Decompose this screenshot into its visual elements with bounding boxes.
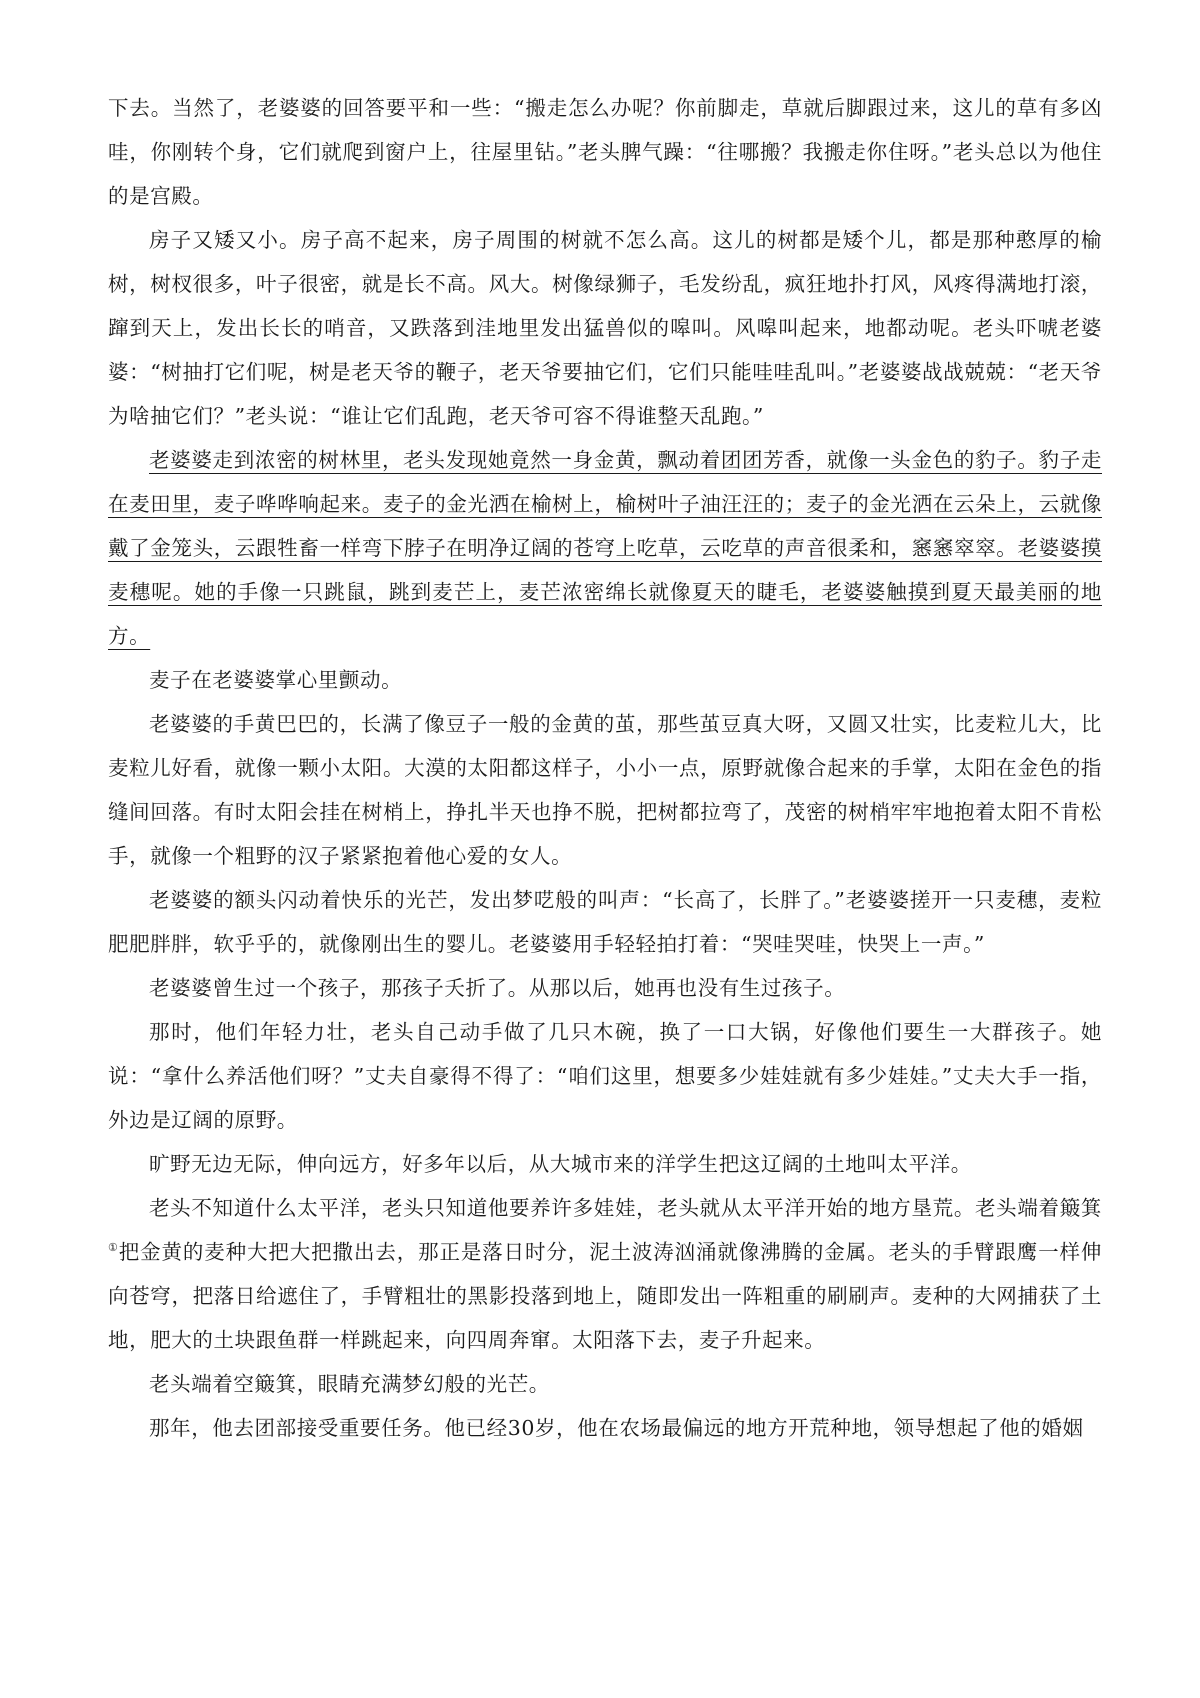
- paragraph-6: 老婆婆的额头闪动着快乐的光芒，发出梦呓般的叫声：“长高了，长胖了。”老婆婆搓开一只麦穗，麦粒肥肥胖胖，软乎乎的，就像刚出生的婴儿。老婆婆用手轻轻拍打着：“哭哇哭哇，快哭上一声。”: [108, 888, 1102, 956]
- paragraph-1: 下去。当然了，老婆婆的回答要平和一些：“搬走怎么办呢？你前脚走，草就后脚跟过来，这儿的草有多凶哇，你刚转个身，它们就爬到窗户上，往屋里钻。”老头脾气躁：“往哪搬？我搬走你住呀。”老头总以为他住的是宫殿。: [108, 96, 1102, 208]
- paragraph-5: 老婆婆的手黄巴巴的，长满了像豆子一般的金黄的茧，那些茧豆真大呀，又圆又壮实，比麦粒儿大，比麦粒儿好看，就像一颗小太阳。大漠的太阳都这样子，小小一点，原野就像合起来的手掌，太阳在金色的指缝间回落。有时太阳会挂在树梢上，挣扎半天也挣不脱，把树都拉弯了，茂密的树梢牢牢地抱着太阳不肯松手，就像一个粗野的汉子紧紧抱着他心爱的女人。: [108, 712, 1102, 868]
- paragraph-10: [108, 1186, 1102, 1362]
- paragraph-12: 那年，他去团部接受重要任务。他已经30岁，他在农场最偏远的地方开荒种地，领导想起了他的婚姻: [149, 1416, 1084, 1440]
- paragraph-2: 房子又矮又小。房子高不起来，房子周围的树就不怎么高。这儿的树都是矮个儿，都是那种憨厚的榆树，树杈很多，叶子很密，就是长不高。风大。树像绿狮子，毛发纷乱，疯狂地扑打风，风疼得满地打滚，蹿到天上，发出长长的哨音，又跌落到洼地里发出猛兽似的嗥叫。风嗥叫起来，地都动呢。老头吓唬老婆婆：“树抽打它们呢，树是老天爷的鞭子，老天爷要抽它们，它们只能哇哇乱叫。”老婆婆战战兢兢：“老天爷为啥抽它们？”老头说：“谁让它们乱跑，老天爷可容不得谁整天乱跑。”: [108, 228, 1102, 428]
- underlined-text: 老婆婆走到浓密的树林里，老头发现她竟然一身金黄，飘动着团团芳香，就像一头金色的豹子。豹子走在麦田里，麦子哗哗响起来。麦子的金光洒在榆树上，榆树叶子油汪汪的；麦子的金光洒在云朵上，云就像戴了金笼头，云跟牲畜一样弯下脖子在明净辽阔的苍穹上吃草，云吃草的声音很柔和，窸窸窣窣。老婆婆摸麦穗呢。她的手像一只跳鼠，跳到麦芒上，麦芒浓密绵长就像夏天的睫毛，老婆婆触摸到夏天最美丽的地方。: [108, 448, 1102, 648]
- paragraph-9: 旷野无边无际，伸向远方，好多年以后，从大城市来的洋学生把这辽阔的土地叫太平洋。: [149, 1152, 972, 1176]
- footnote-marker: ①: [108, 1241, 119, 1255]
- paragraph-10-text-before: 老头不知道什么太平洋，老头只知道他要养许多娃娃，老头就从太平洋开始的地方垦荒。老头端着簸箕: [149, 1196, 1102, 1220]
- paragraph-3-underlined: [108, 438, 1102, 658]
- paragraph-8: 那时，他们年轻力壮，老头自己动手做了几只木碗，换了一口大锅，好像他们要生一大群孩子。她说：“拿什么养活他们呀？”丈夫自豪得不得了：“咱们这里，想要多少娃娃就有多少娃娃。”丈夫大手一指，外边是辽阔的原野。: [108, 1020, 1102, 1132]
- document-page: [108, 86, 1102, 1450]
- paragraph-10-text-after: 把金黄的麦种大把大把撒出去，那正是落日时分，泥土波涛汹涌就像沸腾的金属。老头的手臂跟鹰一样伸向苍穹，把落日给遮住了，手臂粗壮的黑影投落到地上，随即发出一阵粗重的刷刷声。麦种的大网捕获了土地，肥大的土块跟鱼群一样跳起来，向四周奔窜。太阳落下去，麦子升起来。: [108, 1240, 1102, 1352]
- paragraph-7: 老婆婆曾生过一个孩子，那孩子夭折了。从那以后，她再也没有生过孩子。: [149, 976, 846, 1000]
- paragraph-11: 老头端着空簸箕，眼睛充满梦幻般的光芒。: [149, 1372, 550, 1396]
- paragraph-4: 麦子在老婆婆掌心里颤动。: [149, 668, 403, 692]
